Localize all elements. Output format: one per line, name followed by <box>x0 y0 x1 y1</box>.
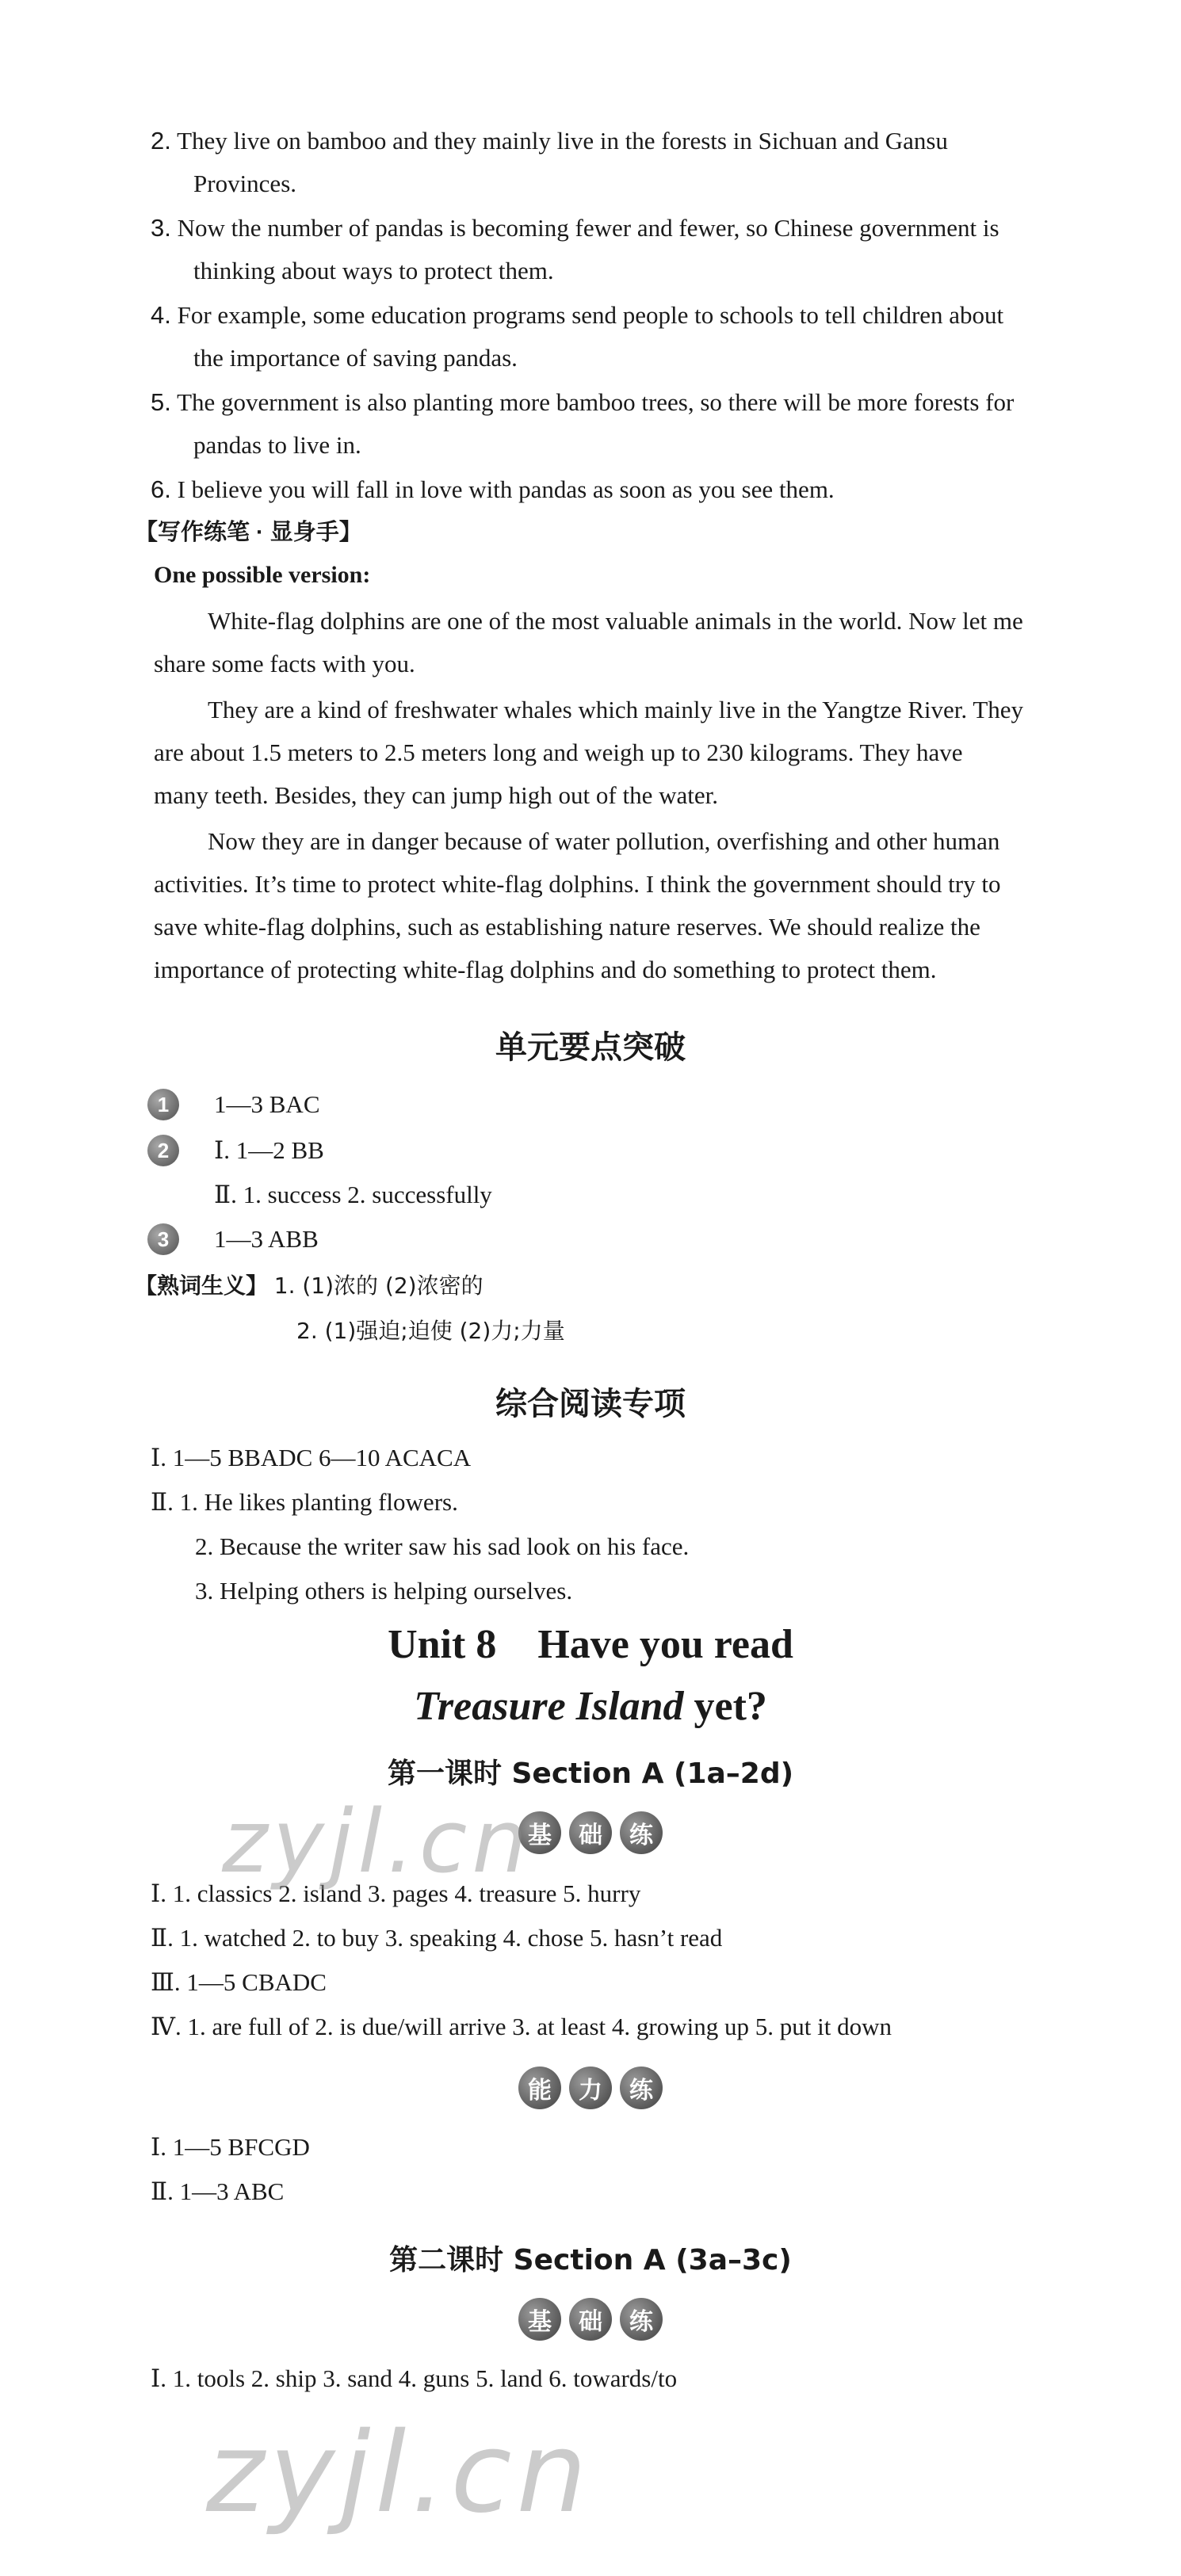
badge: 基 <box>518 2298 561 2341</box>
basic-line: Ⅱ. 1. watched 2. to buy 3. speaking 4. chose 5. hasn’t read <box>151 1924 723 1952</box>
essay-line: share some facts with you. <box>154 650 415 677</box>
vocab-label: 【熟词生义】 <box>135 1273 269 1299</box>
answer-line-5-cont: pandas to live in. <box>193 431 361 459</box>
unit-point-line: Ⅱ. 1. success 2. successfully <box>214 1181 492 1208</box>
answer-line-2 <box>151 125 948 157</box>
badge: 础 <box>569 1811 612 1854</box>
reading-line: 2. Because the writer saw his sad look on his face. <box>195 1532 690 1560</box>
item-text: I believe you will fall in love with pandas as soon as you see them. <box>177 475 835 503</box>
ability-line: Ⅰ. 1—5 BFCGD <box>151 2133 310 2161</box>
unit-title: Unit 8 Have you read <box>388 1622 793 1667</box>
answer-line-4 <box>151 300 1003 331</box>
unit-point-line: Ⅰ. 1—2 BB <box>214 1136 324 1164</box>
reading-special-title: 综合阅读专项 <box>495 1386 686 1422</box>
watermark: zyjl.cn <box>206 2409 592 2538</box>
item-number: 5. <box>151 388 171 416</box>
item-text: The government is also planting more bamboo trees, so there will be more forests for <box>177 388 1015 416</box>
circle-number-icon: 3 <box>147 1223 179 1255</box>
basic-practice-badges <box>0 2298 1181 2341</box>
item-text: For example, some education programs send people to schools to tell children about <box>177 301 1004 329</box>
ability-practice-badges <box>0 2067 1181 2109</box>
vocab-text: 1. (1)浓的 (2)浓密的 <box>273 1273 483 1299</box>
lesson1-title: 第一课时 Section A (1a–2d) <box>387 1757 794 1790</box>
basic-line: Ⅰ. 1. tools 2. ship 3. sand 4. guns 5. land 6. towards/to <box>151 2364 678 2392</box>
essay-line: are about 1.5 meters to 2.5 meters long and weigh up to 230 kilograms. They have <box>154 738 963 766</box>
answer-line-6 <box>151 474 835 506</box>
essay-line: They are a kind of freshwater whales which mainly live in the Yangtze River. They <box>208 696 1024 723</box>
ability-line: Ⅱ. 1—3 ABC <box>151 2177 285 2205</box>
item-number: 3. <box>151 214 171 242</box>
essay-line: Now they are in danger because of water pollution, overfishing and other human <box>208 827 1000 855</box>
item-number: 6. <box>151 475 171 503</box>
badge: 练 <box>620 2298 663 2341</box>
unit-points-title: 单元要点突破 <box>495 1029 686 1066</box>
item-number: 2. <box>151 127 171 155</box>
essay-line: importance of protecting white-flag dolphins and do something to protect them. <box>154 956 937 983</box>
circle-number-icon: 2 <box>147 1135 179 1166</box>
basic-line: Ⅲ. 1—5 CBADC <box>151 1968 327 1996</box>
answer-line-2-cont: Provinces. <box>193 170 297 197</box>
writing-section-label: 【写作练笔 · 显身手】 <box>135 520 362 545</box>
badge: 练 <box>620 1811 663 1854</box>
answer-line-3 <box>151 212 999 244</box>
circle-number-icon: 1 <box>147 1089 179 1120</box>
item-text: They live on bamboo and they mainly live in the forests in Sichuan and Gansu <box>177 127 948 155</box>
book-title: Treasure Island <box>414 1684 684 1729</box>
answer-line-4-cont: the importance of saving pandas. <box>193 344 518 372</box>
basic-practice-badges <box>0 1811 1181 1854</box>
vocab-line-2: 2. (1)强迫;迫使 (2)力;力量 <box>296 1318 565 1344</box>
item-number: 4. <box>151 301 171 329</box>
basic-line: Ⅰ. 1. classics 2. island 3. pages 4. treasure 5. hurry <box>151 1880 641 1907</box>
vocab-line-1 <box>135 1269 483 1302</box>
reading-line: Ⅰ. 1—5 BBADC 6—10 ACACA <box>151 1444 472 1471</box>
reading-line: 3. Helping others is helping ourselves. <box>195 1577 573 1605</box>
badge: 力 <box>569 2067 612 2109</box>
version-label: One possible version: <box>154 562 371 588</box>
essay-line: save white-flag dolphins, such as establishing nature reserves. We should realize the <box>154 913 980 941</box>
badge: 能 <box>518 2067 561 2109</box>
badge: 练 <box>620 2067 663 2109</box>
basic-line: Ⅳ. 1. are full of 2. is due/will arrive 3. at least 4. growing up 5. put it down <box>151 2013 892 2040</box>
unit-subtitle: Treasure Island yet? <box>414 1684 767 1729</box>
unit-point-line: 1—3 ABB <box>214 1225 319 1253</box>
badge: 基 <box>518 1811 561 1854</box>
essay-line: many teeth. Besides, they can jump high out of the water. <box>154 781 718 809</box>
answer-line-3-cont: thinking about ways to protect them. <box>193 257 554 284</box>
reading-line: Ⅱ. 1. He likes planting flowers. <box>151 1488 458 1516</box>
essay-line: White-flag dolphins are one of the most valuable animals in the world. Now let me <box>208 607 1023 635</box>
lesson2-title: 第二课时 Section A (3a–3c) <box>389 2244 792 2276</box>
unit-point-line: 1—3 BAC <box>214 1090 320 1118</box>
essay-line: activities. It’s time to protect white-flag dolphins. I think the government should try to <box>154 870 1001 898</box>
watermark: zyjl.cn <box>222 1791 533 1892</box>
answer-line-5 <box>151 387 1014 418</box>
badge: 础 <box>569 2298 612 2341</box>
item-text: Now the number of pandas is becoming fewer and fewer, so Chinese government is <box>177 214 999 242</box>
